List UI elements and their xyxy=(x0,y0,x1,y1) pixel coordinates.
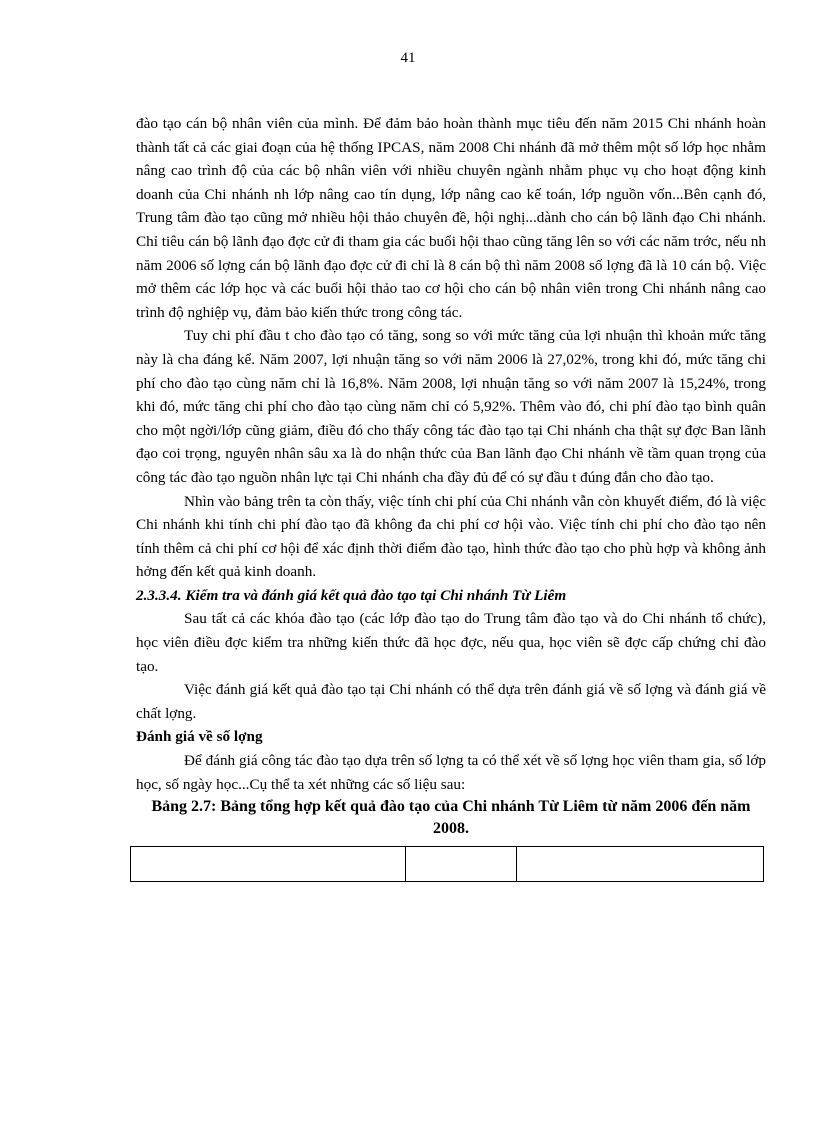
page-number: 41 xyxy=(400,50,416,66)
body-text xyxy=(136,112,766,882)
paragraph-2: Tuy chi phí đầu t cho đào tạo có tăng, song so với mức tăng của lợi nhuận thì khoản mức tăng này là cha đáng kể. Năm 2007, lợi nhuận tăng so với năm 2006 là 27,02%, trong khi đó, mức tăng chi phí cho đào tạo cùng năm chỉ là 16,8%. Năm 2008, lợi nhuận tăng so với năm 2007 là 15,24%, trong khi đó, mức tăng chi phí cho đào tạo cùng năm chỉ có 5,92%. Thêm vào đó, chi phí đào tạo bình quân cho một ngời/lớp cũng giảm, điều đó cho thấy công tác đào tạo tại Chi nhánh cha thật sự đợc Ban lãnh đạo coi trọng, nguyên nhân sâu xa là do nhận thức của Ban lãnh đạo Chi nhánh về tầm quan trọng của công tác đào tạo nguồn nhân lực tại Chi nhánh cha đầy đủ để có sự đầu t đúng đắn cho đào tạo. xyxy=(136,327,766,486)
table-caption: Bảng 2.7: Bảng tổng hợp kết quả đào tạo của Chi nhánh Từ Liêm từ năm 2006 đến năm 2008. xyxy=(151,798,751,838)
table-row xyxy=(131,847,764,882)
paragraph-6: Để đánh giá công tác đào tạo dựa trên số lợng ta có thể xét về số lợng học viên tham gia, số lớp học, số ngày học...Cụ thể ta xét những các số liệu sau: xyxy=(136,752,766,793)
paragraph-1: đào tạo cán bộ nhân viên của mình. Để đảm bảo hoàn thành mục tiêu đến năm 2015 Chi nhánh hoàn thành tất cả các giai đoạn của hệ thống IPCAS, năm 2008 Chi nhánh đã mở thêm một số lớp học nhằm nâng cao trình độ của các bộ nhân viên với nhiều chuyên ngành nhằm phục vụ cho hoạt động kinh doanh của Chi nhánh nh lớp nâng cao tín dụng, lớp nâng cao kế toán, lớp nguồn vốn...Bên cạnh đó, Trung tâm đào tạo cũng mở nhiều hội thảo chuyên đề, hội nghị...dành cho cán bộ lãnh đạo Chi nhánh. Chỉ tiêu cán bộ lãnh đạo đợc cử đi tham gia các buổi hội thao cũng tăng lên so với các năm trớc, nếu nh năm 2006 số lợng cán bộ lãnh đạo đợc cử đi chỉ là 8 cán bộ thì năm 2008 số lợng đã là 10 cán bộ. Việc mở thêm các lớp học và các buổi hội thảo tao cơ hội cho cán bộ nhân viên trong Chi nhánh nâng cao trình độ nghiệp vụ, đảm bảo kiến thức trong công tác. xyxy=(136,115,766,321)
subheading: Đánh giá về số lợng xyxy=(136,728,263,746)
results-table xyxy=(130,846,764,882)
section-heading: 2.3.3.4. Kiểm tra và đánh giá kết quả đào tạo tại Chi nhánh Từ Liêm xyxy=(136,586,567,604)
paragraph-3: Nhìn vào bảng trên ta còn thấy, việc tính chi phí của Chi nhánh vẫn còn khuyết điểm, đó là việc Chi nhánh khi tính chi phí đào tạo đã không đa chi phí cơ hội vào. Việc tính chi phí cho đào tạo nên tính thêm cả chi phí cơ hội để xác định thời điểm đào tạo, hình thức đào tạo cho phù hợp và không ảnh hởng đến kết quả kinh doanh. xyxy=(136,492,766,581)
table-cell xyxy=(131,847,406,882)
table-cell xyxy=(406,847,517,882)
table-cell xyxy=(517,847,764,882)
paragraph-5: Việc đánh giá kết quả đào tạo tại Chi nhánh có thể dựa trên đánh giá về số lợng và đánh giá về chất lợng. xyxy=(136,681,766,722)
paragraph-4: Sau tất cả các khóa đào tạo (các lớp đào tạo do Trung tâm đào tạo và do Chi nhánh tổ chức), học viên điều đợc kiểm tra những kiến thức đã học đợc, nếu qua, học viên sẽ đợc cấp chứng chỉ đào tạo. xyxy=(136,610,766,675)
